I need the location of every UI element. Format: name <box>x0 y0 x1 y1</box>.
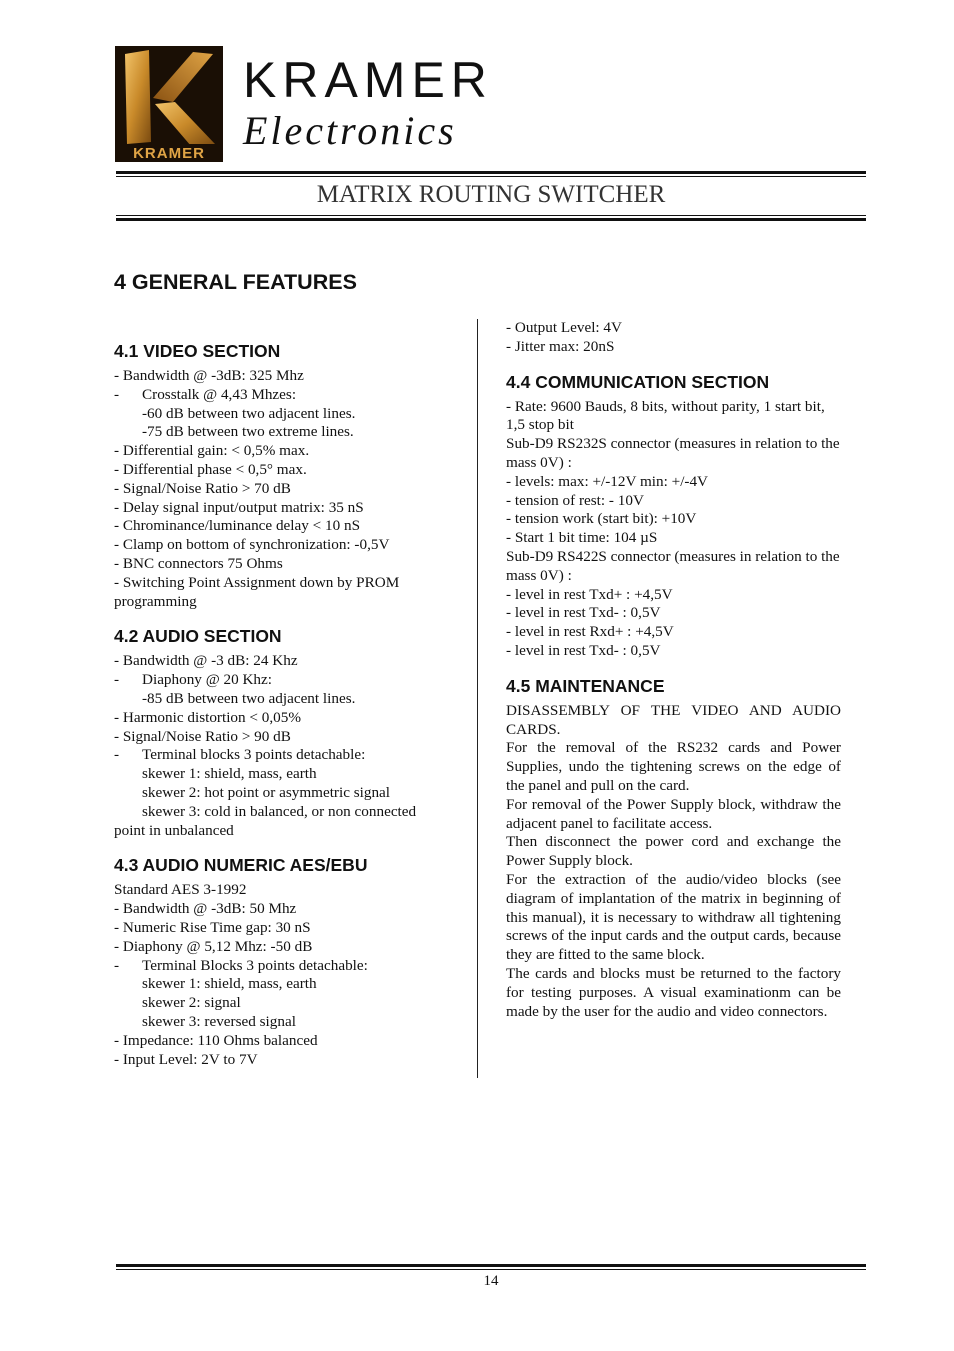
list-item: - Impedance: 110 Ohms balanced <box>114 1031 318 1049</box>
list-item: - level in rest Txd- : 0,5V <box>506 641 661 659</box>
paragraph: DISASSEMBLY OF THE VIDEO AND AUDIO CARDS. <box>506 701 841 738</box>
list-item: - Bandwidth @ -3dB: 325 Mhz <box>114 367 304 384</box>
header-rule-bottom-thin <box>116 215 866 216</box>
list-item: skewer 3: cold in balanced, or non connected <box>142 802 417 820</box>
list-item: programming <box>114 592 197 610</box>
list-item: skewer 2: hot point or asymmetric signal <box>142 783 391 801</box>
footer-rule-thin <box>116 1269 866 1270</box>
list-item: -60 dB between two adjacent lines. <box>142 404 356 422</box>
audio-section <box>114 625 444 840</box>
logo-wordmark: KRAMER <box>133 145 205 162</box>
kramer-logo <box>115 46 223 162</box>
paragraph: For the extraction of the audio/video blocks (see diagram of implantation of the matrix in beginning of this manual), it is necessary to withdraw all tightening screws of the input cards and the output cards, because they are fitted to the same block. <box>506 870 841 964</box>
paragraph: Then disconnect the power cord and exchange the Power Supply block. <box>506 833 841 870</box>
list-item: - Diaphony @ 20 Khz: <box>114 671 444 690</box>
left-column <box>114 340 444 1083</box>
column-divider <box>477 319 478 1078</box>
list-item: - Harmonic distortion < 0,05% <box>114 708 301 726</box>
list-item: - Delay signal input/output matrix: 35 nS <box>114 498 364 516</box>
list-item: - Chrominance/luminance delay < 10 nS <box>114 517 361 535</box>
list-item: - Signal/Noise Ratio > 90 dB <box>114 727 291 745</box>
aes-section <box>114 854 444 1069</box>
list-item: skewer 3: reversed signal <box>142 1012 296 1030</box>
list-item: - level in rest Txd+ : +4,5V <box>506 585 673 603</box>
list-item: - Switching Point Assignment down by PROM <box>114 573 400 591</box>
list-item: Standard AES 3-1992 <box>114 881 247 899</box>
page-number: 14 <box>483 1273 499 1289</box>
brand-subtitle: Electronics <box>243 108 457 153</box>
list-item: -85 dB between two adjacent lines. <box>142 689 356 707</box>
video-section-title: 4.1 VIDEO SECTION <box>114 341 281 361</box>
maintenance-section <box>506 675 841 1022</box>
list-item: - Crosstalk @ 4,43 Mhzes: <box>114 386 444 405</box>
header-rule-top-thin <box>116 176 866 177</box>
video-section <box>114 340 444 611</box>
right-column <box>506 319 841 1035</box>
paragraph: For the removal of the RS232 cards and Power Supplies, undo the tightening screws on the edge of the panel and pull on the card. <box>506 739 841 794</box>
list-item: -75 dB between two extreme lines. <box>142 423 354 441</box>
list-item: - Input Level: 2V to 7V <box>114 1050 258 1068</box>
list-item: Sub-D9 RS422S connector (measures in relation to the mass 0V) : <box>506 547 840 584</box>
header-rule-bottom-thick <box>116 218 866 221</box>
aes-section-title: 4.3 AUDIO NUMERIC AES/EBU <box>114 855 368 876</box>
list-item: - Bandwidth @ -3 dB: 24 Khz <box>114 652 298 670</box>
aes-section-continued <box>506 319 841 357</box>
list-item: point in unbalanced <box>114 821 234 839</box>
list-item: - Differential gain: < 0,5% max. <box>114 442 310 460</box>
list-item: - Start 1 bit time: 104 µS <box>506 529 658 547</box>
list-item: - Numeric Rise Time gap: 30 nS <box>114 918 311 936</box>
list-item: skewer 1: shield, mass, earth <box>142 765 317 783</box>
communication-section <box>506 371 841 661</box>
list-item: - Jitter max: 20nS <box>506 337 615 355</box>
communication-section-title: 4.4 COMMUNICATION SECTION <box>506 371 770 392</box>
footer-rule-thick <box>116 1264 866 1267</box>
list-item: - tension of rest: - 10V <box>506 491 644 509</box>
maintenance-section-title: 4.5 MAINTENANCE <box>506 675 665 696</box>
audio-section-title: 4.2 AUDIO SECTION <box>114 626 282 647</box>
list-item: - Differential phase < 0,5° max. <box>114 460 307 478</box>
paragraph: The cards and blocks must be returned to the factory for testing purposes. A visual examinationm can be made by the user for the audio and video connectors. <box>506 964 841 1020</box>
section-heading: 4 GENERAL FEATURES <box>114 270 357 294</box>
list-item: - Terminal blocks 3 points detachable: <box>114 746 444 765</box>
list-item: - Signal/Noise Ratio > 70 dB <box>114 479 291 497</box>
list-item: - BNC connectors 75 Ohms <box>114 554 283 572</box>
header-rule-top-thick <box>116 171 866 174</box>
document-title: MATRIX ROUTING SWITCHER <box>316 181 666 208</box>
list-item: - Rate: 9600 Bauds, 8 bits, without parity, 1 start bit, 1,5 stop bit <box>506 397 825 434</box>
list-item: - level in rest Rxd+ : +4,5V <box>506 623 674 641</box>
list-item: - Terminal Blocks 3 points detachable: <box>114 957 444 976</box>
list-item: - Output Level: 4V <box>506 319 622 336</box>
list-item: Sub-D9 RS232S connector (measures in relation to the mass 0V) : <box>506 435 840 471</box>
list-item: skewer 2: signal <box>142 994 241 1012</box>
paragraph: For removal of the Power Supply block, withdraw the adjacent panel to facilitate access. <box>506 795 841 832</box>
list-item: - Bandwidth @ -3dB: 50 Mhz <box>114 900 297 918</box>
list-item: - tension work (start bit): +10V <box>506 510 697 528</box>
list-item: - Diaphony @ 5,12 Mhz: -50 dB <box>114 937 313 955</box>
list-item: - levels: max: +/-12V min: +/-4V <box>506 472 709 490</box>
list-item: - Clamp on bottom of synchronization: -0,5V <box>114 536 390 554</box>
list-item: skewer 1: shield, mass, earth <box>142 975 317 993</box>
brand-name: KRAMER <box>243 52 493 108</box>
list-item: - level in rest Txd- : 0,5V <box>506 604 661 622</box>
